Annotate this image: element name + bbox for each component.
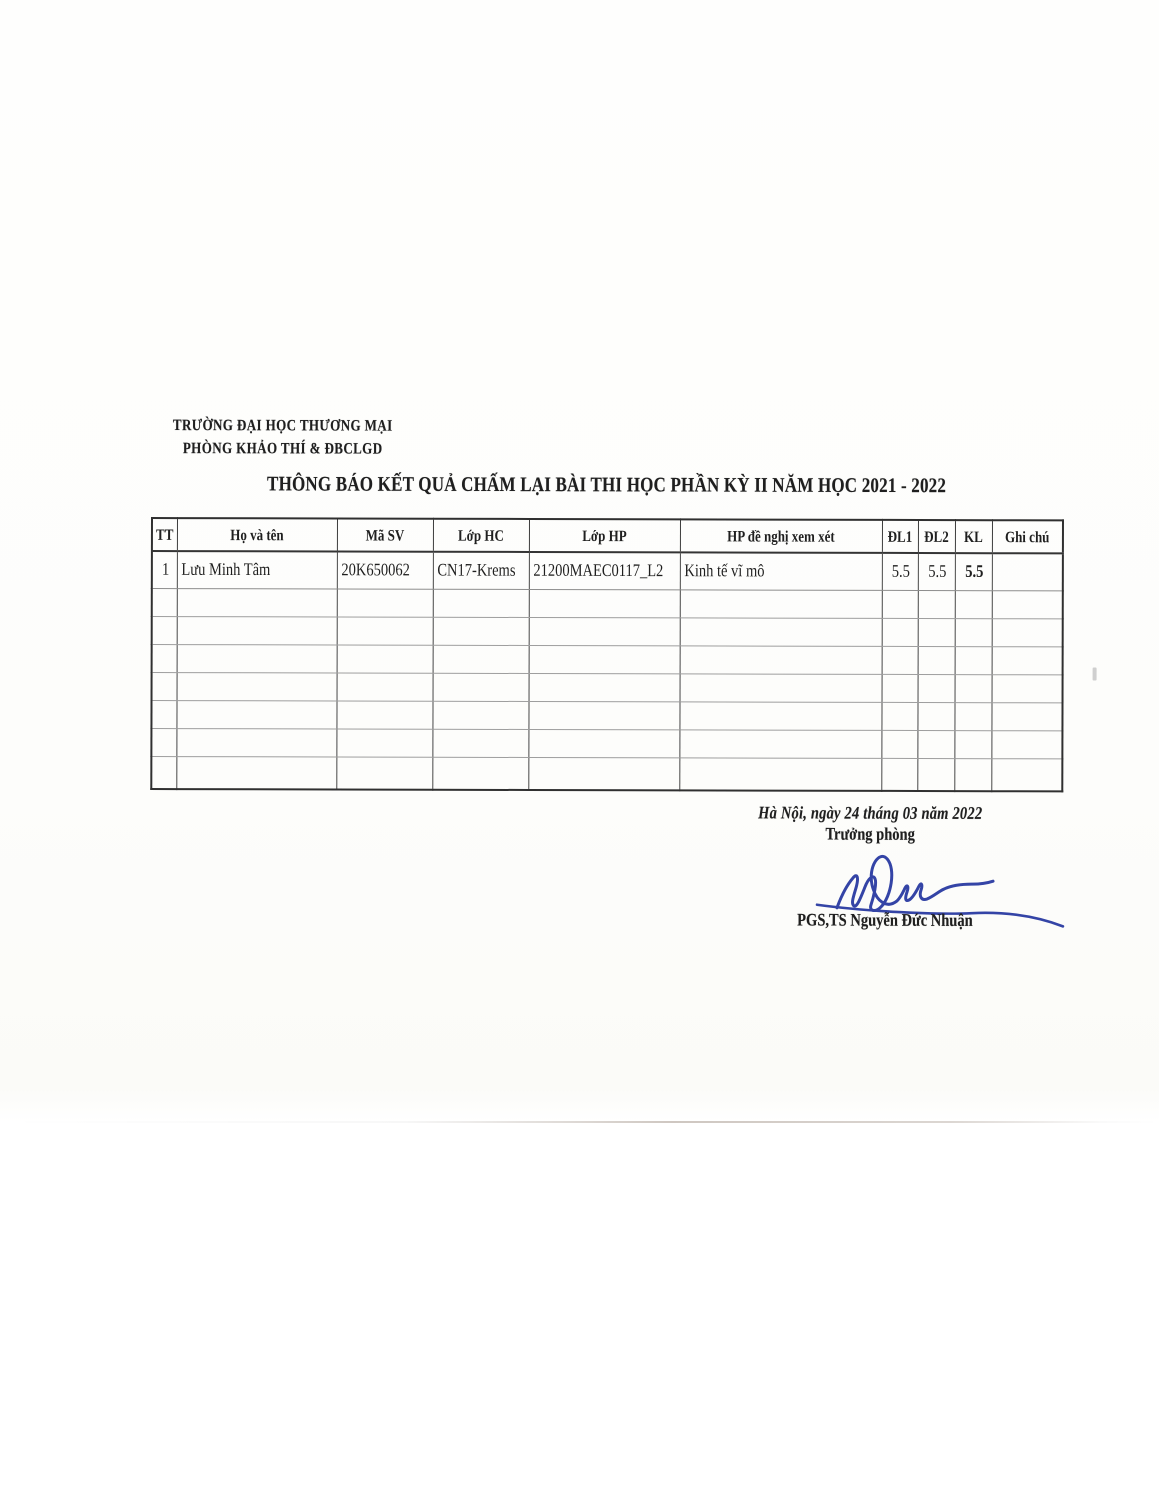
empty-cell xyxy=(917,703,954,731)
empty-cell xyxy=(151,729,176,757)
scan-artifact xyxy=(1093,667,1097,680)
empty-cell xyxy=(177,617,337,645)
col-header-class-hc: Lớp HC xyxy=(433,519,529,552)
empty-cell xyxy=(679,730,881,759)
empty-cell xyxy=(337,645,433,673)
empty-cell xyxy=(151,701,176,729)
empty-cell xyxy=(152,645,177,673)
cell-class-hp: 21200MAEC0117_L2 xyxy=(529,552,680,590)
cell-kl: 5.5 xyxy=(955,553,992,591)
col-header-dl1: ĐL1 xyxy=(882,520,918,553)
empty-cell xyxy=(882,618,918,646)
cell-dl2: 5.5 xyxy=(918,553,955,591)
empty-cell xyxy=(881,702,917,730)
empty-cell xyxy=(679,702,881,731)
empty-cell xyxy=(528,729,679,757)
cell-class-hc: CN17-Krems xyxy=(433,552,529,590)
empty-cell xyxy=(337,617,433,645)
empty-cell xyxy=(177,589,337,617)
empty-cell xyxy=(955,619,992,647)
empty-cell xyxy=(433,589,529,617)
empty-cell xyxy=(433,645,529,673)
col-header-note: Ghi chú xyxy=(992,520,1063,553)
empty-cell xyxy=(176,701,336,729)
empty-cell xyxy=(152,617,177,645)
empty-cell xyxy=(432,729,528,757)
cell-course: Kinh tế vĩ mô xyxy=(680,552,882,590)
empty-cell xyxy=(433,673,529,701)
empty-cell xyxy=(433,617,529,645)
empty-cell xyxy=(680,646,882,675)
table-header-row xyxy=(152,518,1063,553)
empty-table-row xyxy=(152,617,1063,647)
empty-cell xyxy=(917,731,954,759)
signer-name: PGS,TS Nguyễn Đức Nhuận xyxy=(797,910,973,931)
cell-note xyxy=(992,553,1063,591)
empty-table-row xyxy=(151,729,1062,759)
empty-cell xyxy=(882,646,918,674)
empty-cell xyxy=(992,619,1063,647)
empty-cell xyxy=(955,591,992,619)
empty-cell xyxy=(918,619,955,647)
empty-cell xyxy=(954,759,991,792)
empty-cell xyxy=(680,590,882,619)
empty-cell xyxy=(991,731,1062,759)
empty-cell xyxy=(991,703,1062,731)
col-header-course: HP đề nghị xem xét xyxy=(680,519,882,553)
empty-cell xyxy=(918,675,955,703)
cell-name: Lưu Minh Tâm xyxy=(177,551,337,589)
empty-table-row xyxy=(151,701,1062,731)
cell-student-id: 20K650062 xyxy=(337,551,433,589)
empty-cell xyxy=(917,759,954,792)
empty-cell xyxy=(882,674,918,702)
cell-tt: 1 xyxy=(152,551,177,589)
dept-name: PHÒNG KHẢO THÍ & ĐBCLGD xyxy=(182,438,383,458)
date-line: Hà Nội, ngày 24 tháng 03 năm 2022 xyxy=(758,803,983,824)
signature-ink xyxy=(807,847,1069,948)
cell-dl1: 5.5 xyxy=(882,553,918,591)
empty-table-row xyxy=(152,589,1063,619)
empty-table-row xyxy=(152,673,1063,703)
empty-cell xyxy=(176,729,336,757)
empty-cell xyxy=(152,589,177,617)
empty-cell xyxy=(432,701,528,729)
empty-cell xyxy=(176,757,336,790)
empty-cell xyxy=(529,617,680,645)
org-name: TRƯỜNG ĐẠI HỌC THƯƠNG MẠI xyxy=(172,415,393,435)
empty-cell xyxy=(881,758,917,791)
empty-cell xyxy=(992,591,1063,619)
empty-cell xyxy=(991,759,1062,792)
col-header-dl2: ĐL2 xyxy=(918,520,955,553)
footer-block xyxy=(740,803,1000,845)
col-header-kl: KL xyxy=(955,520,992,553)
empty-cell xyxy=(679,758,881,791)
col-header-student-id: Mã SV xyxy=(337,518,433,551)
empty-cell xyxy=(954,703,991,731)
empty-cell xyxy=(177,673,337,701)
empty-cell xyxy=(528,701,679,729)
empty-cell xyxy=(680,674,882,703)
empty-cell xyxy=(336,757,432,790)
empty-cell xyxy=(177,645,337,673)
empty-cell xyxy=(955,675,992,703)
doc-title: THÔNG BÁO KẾT QUẢ CHẤM LẠI BÀI THI HỌC PHẦN KỲ II NĂM HỌC 2021 - 2022 xyxy=(267,472,947,498)
table-row xyxy=(152,551,1063,591)
empty-cell xyxy=(432,757,528,790)
empty-cell xyxy=(529,589,680,617)
signer-title: Trưởng phòng xyxy=(825,824,915,845)
results-table-body xyxy=(151,551,1063,791)
empty-cell xyxy=(881,730,917,758)
empty-cell xyxy=(529,645,680,673)
empty-table-row xyxy=(151,757,1062,792)
document-header xyxy=(170,413,395,460)
empty-cell xyxy=(336,729,432,757)
empty-cell xyxy=(337,673,433,701)
signature-scribble xyxy=(837,856,993,911)
empty-cell xyxy=(882,590,918,618)
empty-cell xyxy=(529,673,680,701)
col-header-tt: TT xyxy=(152,518,177,551)
empty-cell xyxy=(528,757,679,790)
empty-cell xyxy=(152,673,177,701)
empty-cell xyxy=(151,757,176,790)
empty-cell xyxy=(918,647,955,675)
results-table xyxy=(150,517,1064,792)
col-header-class-hp: Lớp HP xyxy=(529,519,680,552)
empty-table-row xyxy=(152,645,1063,675)
col-header-name: Họ và tên xyxy=(177,518,337,551)
empty-cell xyxy=(954,731,991,759)
empty-cell xyxy=(680,618,882,647)
empty-cell xyxy=(992,647,1063,675)
empty-cell xyxy=(336,701,432,729)
empty-cell xyxy=(337,589,433,617)
empty-cell xyxy=(992,675,1063,703)
empty-cell xyxy=(918,591,955,619)
empty-cell xyxy=(955,647,992,675)
